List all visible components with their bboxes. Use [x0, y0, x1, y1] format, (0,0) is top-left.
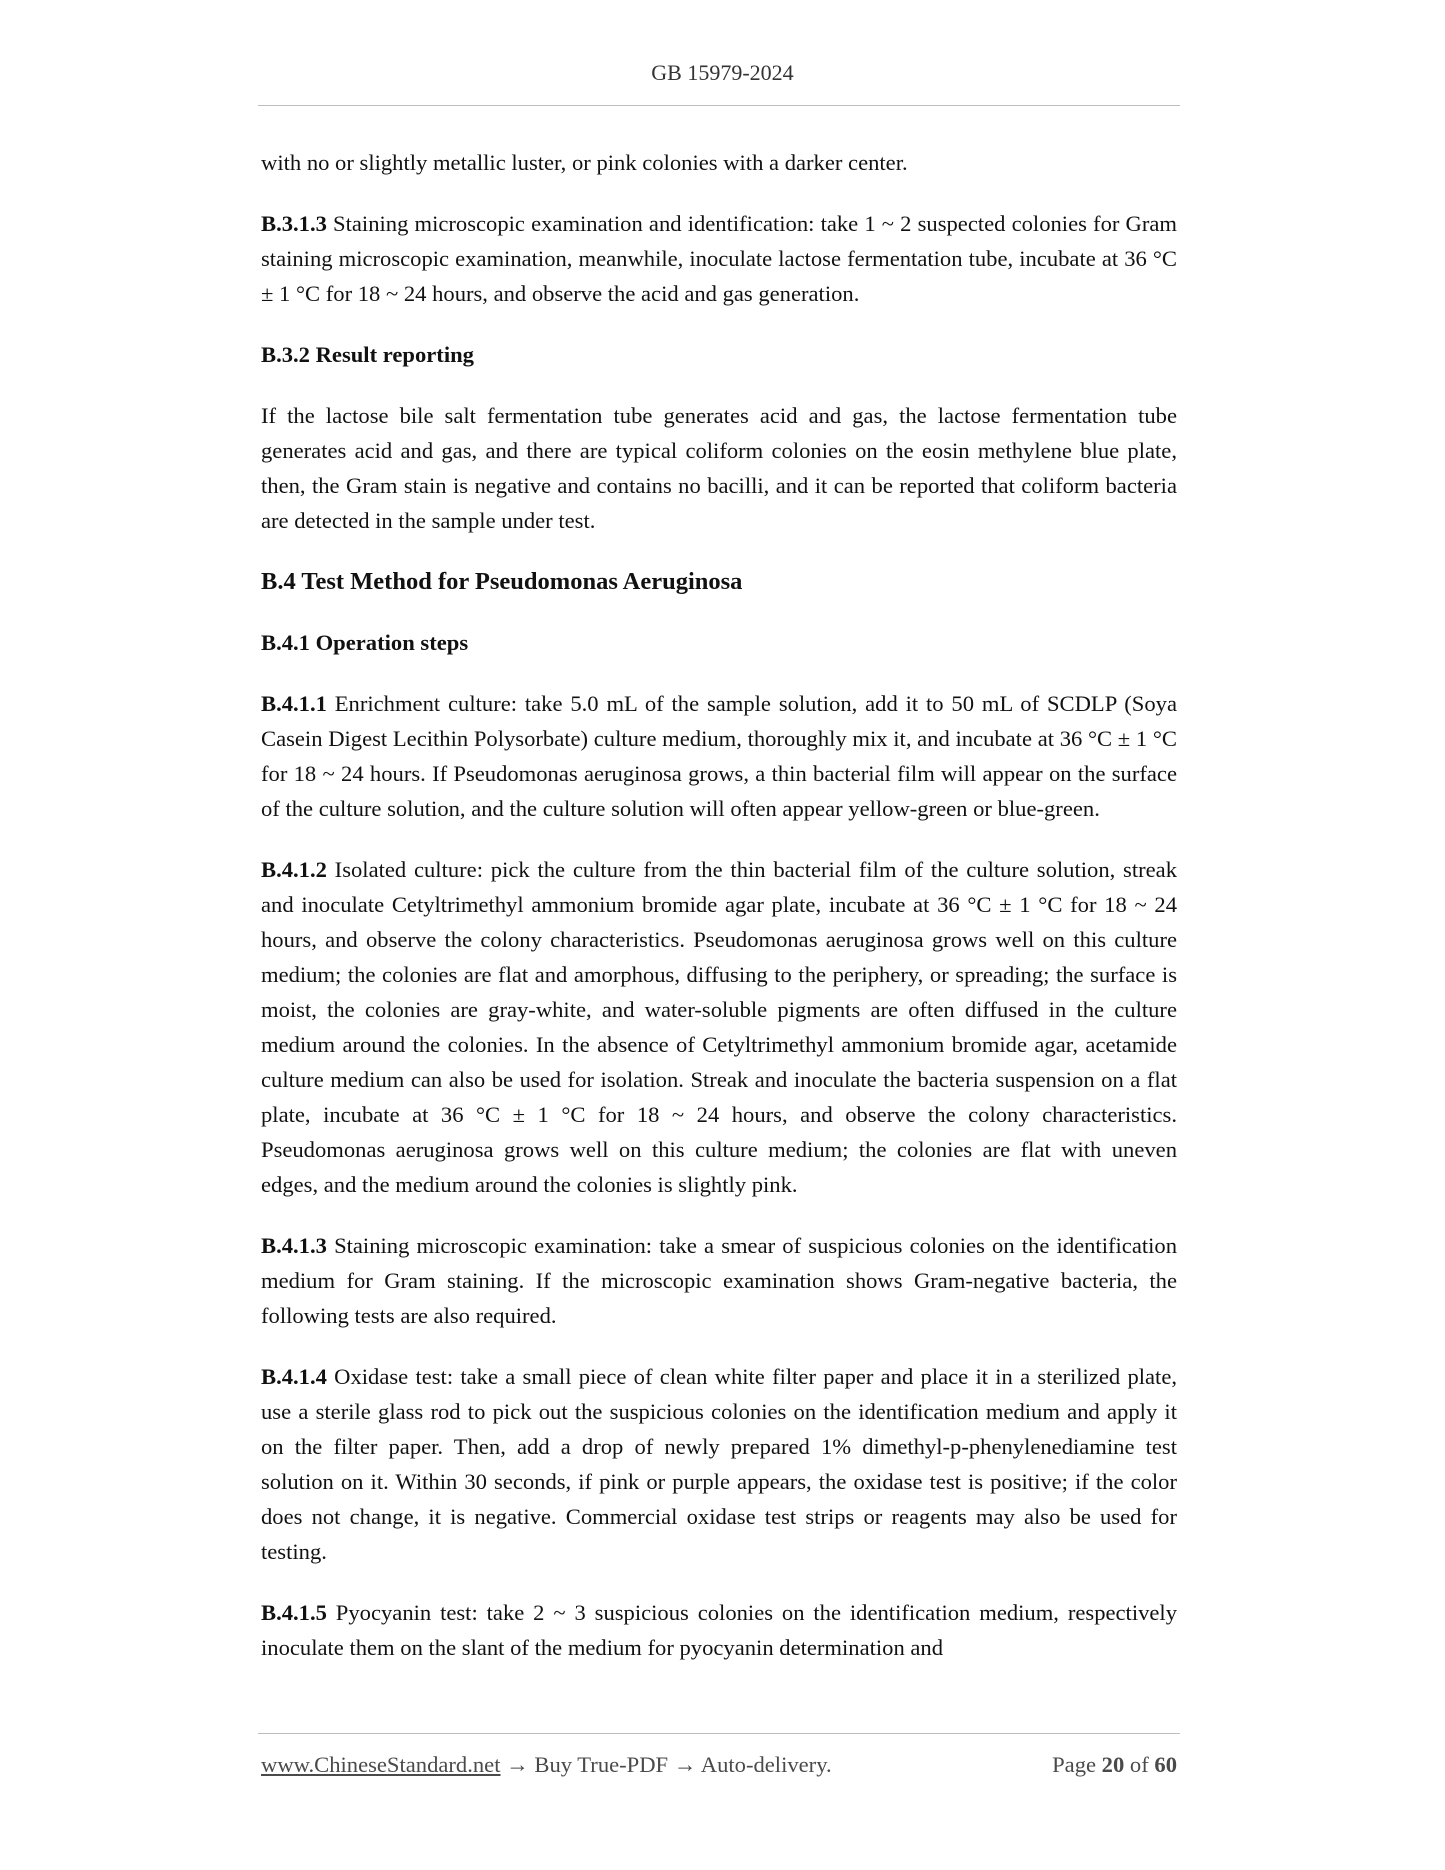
- clause-number: B.4.1.3: [261, 1233, 327, 1258]
- paragraph-text: with no or slightly metallic luster, or pink colonies with a darker center.: [261, 150, 908, 175]
- clause-number: B.4.1.1: [261, 691, 327, 716]
- clause-text: Staining microscopic examination: take a smear of suspicious colonies on the identification medium for Gram staining. If the microscopic examination shows Gram-negative bacteria, the following tests are also required.: [261, 1233, 1177, 1328]
- of-word: of: [1129, 1752, 1149, 1777]
- page-content: [261, 145, 1177, 1691]
- footer-divider: [258, 1733, 1180, 1734]
- section-heading-b-4-1: B.4.1 Operation steps: [261, 630, 469, 655]
- page-indicator: [1052, 1752, 1177, 1778]
- page-footer: [261, 1752, 1177, 1778]
- section-heading-b-4: B.4 Test Method for Pseudomonas Aeruginosa: [261, 568, 743, 595]
- clause-b-3-1-3: [261, 206, 1177, 311]
- clause-text: Enrichment culture: take 5.0 mL of the sample solution, add it to 50 mL of SCDLP (Soya Casein Digest Lecithin Polysorbate) culture medium, thoroughly mix it, and incubate at 36 °C ± 1 °C for 18 ~ 24 hours. If Pseudomonas aeruginosa grows, a thin bacterial film will appear on the surface of the culture solution, and the culture solution will often appear yellow-green or blue-green.: [261, 691, 1177, 821]
- header-divider: [258, 105, 1180, 106]
- clause-text: Isolated culture: pick the culture from the thin bacterial film of the culture solution, streak and inoculate Cetyltrimethyl ammonium bromide agar plate, incubate at 36 °C ± 1 °C for 18 ~ 24 hours, and observe the colony characteristics. Pseudomonas aeruginosa grows well on this culture medium; the colonies are flat and amorphous, diffusing to the periphery, or spreading; the surface is moist, the colonies are gray-white, and water-soluble pigments are often diffused in the culture medium around the colonies. In the absence of Cetyltrimethyl ammonium bromide agar, acetamide culture medium can also be used for isolation. Streak and inoculate the bacteria suspension on a flat plate, incubate at 36 °C ± 1 °C for 18 ~ 24 hours, and observe the colony characteristics. Pseudomonas aeruginosa grows well on this culture medium; the colonies are flat with uneven edges, and the medium around the colonies is slightly pink.: [261, 857, 1177, 1197]
- paragraph-text: If the lactose bile salt fermentation tube generates acid and gas, the lactose fermentation tube generates acid and gas, and there are typical coliform colonies on the eosin methylene blue plate, then, the Gram stain is negative and contains no bacilli, and it can be reported that coliform bacteria are detected in the sample under test.: [261, 403, 1177, 533]
- clause-b-4-1-5: [261, 1595, 1177, 1665]
- document-title: GB 15979-2024: [651, 60, 794, 85]
- total-pages-number: 60: [1154, 1752, 1177, 1777]
- clause-text: Oxidase test: take a small piece of clean white filter paper and place it in a sterilized plate, use a sterile glass rod to pick out the suspicious colonies on the identification medium and apply it on the filter paper. Then, add a drop of newly prepared 1% dimethyl-p-phenylenediamine test solution on it. Within 30 seconds, if pink or purple appears, the oxidase test is positive; if the color does not change, it is negative. Commercial oxidase test strips or reagents may also be used for testing.: [261, 1364, 1177, 1564]
- section-heading-b-3-2: B.3.2 Result reporting: [261, 342, 474, 367]
- promo-text: → Buy True-PDF → Auto-delivery.: [500, 1752, 832, 1777]
- clause-b-4-1-1: [261, 686, 1177, 826]
- clause-text: Pyocyanin test: take 2 ~ 3 suspicious colonies on the identification medium, respectively inoculate them on the slant of the medium for pyocyanin determination and: [261, 1600, 1177, 1660]
- paragraph: [261, 145, 1177, 180]
- clause-number: B.4.1.4: [261, 1364, 327, 1389]
- clause-b-4-1-3: [261, 1228, 1177, 1333]
- clause-text: Staining microscopic examination and identification: take 1 ~ 2 suspected colonies for Gram staining microscopic examination, meanwhile, inoculate lactose fermentation tube, incubate at 36 °C ± 1 °C for 18 ~ 24 hours, and observe the acid and gas generation.: [261, 211, 1177, 306]
- clause-number: B.4.1.2: [261, 857, 327, 882]
- website-link[interactable]: www.ChineseStandard.net: [261, 1752, 501, 1777]
- page-word: Page: [1052, 1752, 1097, 1777]
- clause-b-4-1-4: [261, 1359, 1177, 1569]
- clause-number: B.3.1.3: [261, 211, 327, 236]
- paragraph: [261, 398, 1177, 538]
- current-page-number: 20: [1101, 1752, 1125, 1777]
- clause-number: B.4.1.5: [261, 1600, 327, 1625]
- clause-b-4-1-2: [261, 852, 1177, 1202]
